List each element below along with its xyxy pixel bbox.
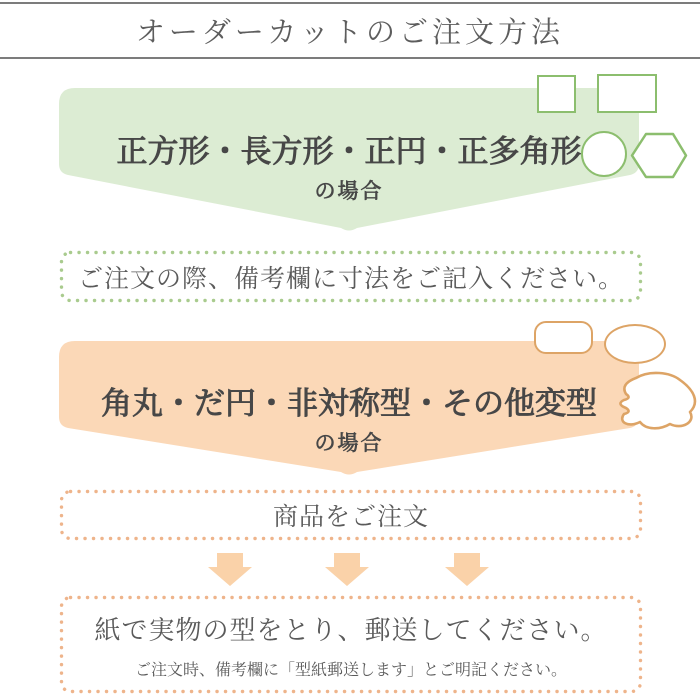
green-note-box (59, 250, 643, 303)
down-arrow (208, 553, 252, 586)
rectangle-icon (597, 74, 657, 113)
orange-banner (59, 341, 639, 478)
page-title: オーダーカットのご注文方法 (135, 17, 565, 49)
green-banner-subheading: の場合 (314, 180, 384, 203)
orange-banner-heading: 角丸・だ円・非対称型・その他変型 (101, 386, 597, 421)
hexagon-icon (630, 132, 688, 179)
square-icon (537, 75, 576, 113)
ellipse-icon (604, 324, 666, 364)
green-note-text: ご注文の際、備考欄に寸法をご記入ください。 (77, 264, 624, 293)
mail-step-box (59, 595, 643, 694)
order-step-box (59, 489, 643, 541)
down-arrow (445, 553, 489, 586)
order-step-text: 商品をご注文 (272, 503, 429, 531)
down-arrow (325, 553, 369, 586)
rounded-rectangle-icon (534, 321, 593, 354)
circle-icon (581, 131, 627, 177)
page-header (0, 2, 700, 59)
irregular-shape-icon (613, 371, 699, 431)
green-banner-heading: 正方形・長方形・正円・正多角形 (116, 134, 582, 169)
mail-step-main-text: 紙で実物の型をとり、郵送してください。 (94, 614, 608, 645)
orange-banner-subheading: の場合 (314, 432, 384, 455)
mail-step-sub-text: ご注文時、備考欄に「型紙郵送します」とご明記ください。 (134, 661, 567, 679)
